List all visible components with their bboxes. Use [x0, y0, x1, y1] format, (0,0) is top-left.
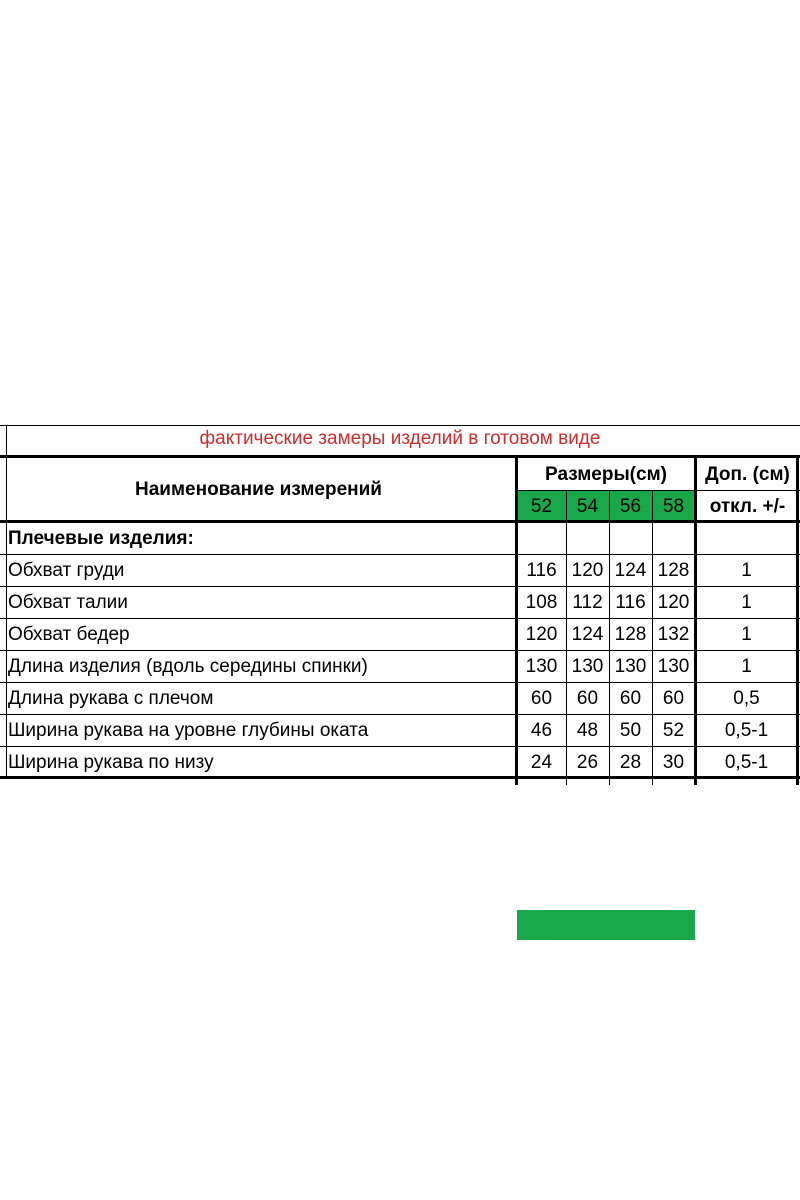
grid-line — [0, 714, 800, 715]
grid-line — [796, 455, 799, 785]
size-54: 54 — [566, 491, 609, 522]
tolerance-cell: 1 — [741, 560, 752, 581]
size-value-cell: 120 — [571, 560, 604, 581]
size-value-cell: 130 — [525, 656, 558, 677]
size-value-cell: 48 — [576, 720, 599, 741]
size-value-cell: 124 — [571, 624, 604, 645]
tolerance-cell: 0,5 — [733, 688, 760, 709]
row-label: Обхват груди — [8, 560, 125, 581]
size-52: 52 — [517, 491, 566, 522]
grid-line — [566, 490, 567, 785]
size-value-cell: 130 — [571, 656, 604, 677]
size-58: 58 — [652, 491, 695, 522]
grid-line — [0, 520, 800, 523]
size-value-cell: 60 — [530, 688, 553, 709]
row-label: Ширина рукава по низу — [8, 752, 214, 773]
tolerance-cell: 0,5-1 — [724, 720, 769, 741]
size-value-cell: 128 — [614, 624, 647, 645]
size-value-cell: 60 — [662, 688, 685, 709]
grid-line — [515, 455, 518, 785]
tolerance-cell: 1 — [741, 656, 752, 677]
header-sizes: Размеры(см) — [545, 463, 667, 485]
tolerance-cell: 1 — [741, 624, 752, 645]
grid-line — [517, 490, 800, 491]
size-value-cell: 60 — [619, 688, 642, 709]
grid-line — [694, 455, 697, 785]
size-value-cell: 46 — [530, 720, 553, 741]
row-label: Обхват бедер — [8, 624, 130, 645]
size-value-cell: 120 — [657, 592, 690, 613]
grid-line — [0, 425, 800, 426]
size-value-cell: 60 — [576, 688, 599, 709]
grid-line — [0, 776, 800, 779]
size-value-cell: 108 — [525, 592, 558, 613]
size-56: 56 — [609, 491, 652, 522]
size-value-cell: 24 — [530, 752, 553, 773]
size-value-cell: 128 — [657, 560, 690, 581]
grid-line — [6, 425, 7, 777]
size-value-cell: 116 — [526, 560, 557, 581]
tolerance-cell: 1 — [741, 592, 752, 613]
row-label: Длина изделия (вдоль середины спинки) — [8, 656, 368, 677]
section-title: Плечевые изделия: — [8, 527, 194, 549]
size-value-cell: 132 — [657, 624, 690, 645]
size-header-bg — [517, 910, 695, 940]
row-label: Ширина рукава на уровне глубины оката — [8, 720, 369, 741]
measurement-table — [0, 420, 800, 785]
size-value-cell: 112 — [572, 592, 603, 613]
grid-line — [0, 618, 800, 619]
size-value-cell: 130 — [657, 656, 690, 677]
header-name: Наименование измерений — [135, 479, 382, 500]
size-value-cell: 116 — [615, 592, 646, 613]
size-value-cell: 28 — [619, 752, 642, 773]
grid-line — [609, 490, 610, 785]
table-title: фактические замеры изделий в готовом виде — [199, 428, 601, 449]
size-value-cell: 130 — [614, 656, 647, 677]
tolerance-cell: 0,5-1 — [724, 752, 769, 773]
header-tolerance-1: Доп. (см) — [705, 463, 790, 485]
grid-line — [0, 554, 800, 555]
grid-line — [652, 490, 653, 785]
size-value-cell: 120 — [525, 624, 558, 645]
size-value-cell: 50 — [619, 720, 642, 741]
header-tolerance-2: откл. +/- — [709, 495, 786, 517]
row-label: Длина рукава с плечом — [8, 688, 214, 709]
grid-line — [0, 455, 800, 458]
size-value-cell: 30 — [662, 752, 685, 773]
row-label: Обхват талии — [8, 592, 128, 613]
size-value-cell: 52 — [662, 720, 685, 741]
size-value-cell: 124 — [614, 560, 647, 581]
grid-line — [0, 746, 800, 747]
grid-line — [0, 650, 800, 651]
grid-line — [0, 586, 800, 587]
grid-line — [0, 682, 800, 683]
size-value-cell: 26 — [576, 752, 599, 773]
